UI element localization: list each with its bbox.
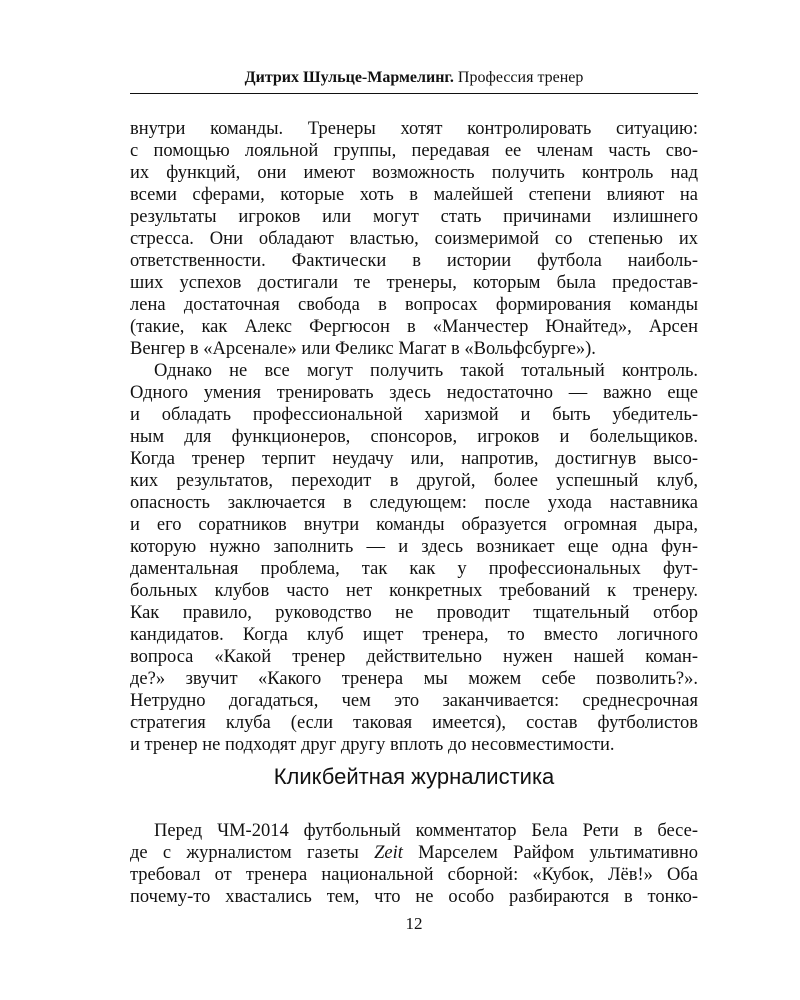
text-line: и его соратников внутри команды образуется огромная дыра, — [130, 515, 698, 535]
section-heading: Кликбейтная журналистика — [273, 764, 555, 789]
text-line: стресса. Они обладают властью, соизмеримой со степенью их — [130, 229, 698, 249]
text-line: их функций, они имеют возможность получить контроль над — [130, 163, 698, 183]
text-line: результаты игроков или могут стать причинами излишнего — [130, 207, 698, 227]
running-header — [130, 68, 698, 94]
text-line: и обладать профессиональной харизмой и быть убедитель- — [130, 405, 698, 425]
text-line: ным для функционеров, спонсоров, игроков и болельщиков. — [130, 427, 698, 447]
text-line: стратегия клуба (если таковая имеется), состав футболистов — [130, 713, 698, 733]
text-line: Перед ЧМ-2014 футбольный комментатор Бела Рети в бесе- — [154, 821, 698, 841]
paragraph-2 — [130, 360, 698, 756]
text-line: Одного умения тренировать здесь недостаточно — важно еще — [130, 383, 698, 403]
header-author: Дитрих Шульце-Мармелинг. — [244, 69, 454, 86]
text-line: требовал от тренера национальной сборной: «Кубок, Лёв!» Оба — [130, 865, 698, 885]
header-title: Профессия тренер — [457, 69, 584, 86]
text-line: которую нужно заполнить — и здесь возникает еще одна фун- — [130, 537, 698, 557]
text-line: Венгер в «Арсенале» или Феликс Магат в «Вольфсбурге»). — [130, 339, 596, 359]
text-line: внутри команды. Тренеры хотят контролировать ситуацию: — [130, 119, 698, 139]
text-line: Однако не все могут получить такой тотальный контроль. — [154, 361, 698, 381]
text-line: (такие, как Алекс Фергюсон в «Манчестер Юнайтед», Арсен — [130, 317, 698, 337]
text-line: вопроса «Какой тренер действительно нужен нашей коман- — [130, 647, 698, 667]
page-number: 12 — [405, 914, 423, 933]
paragraph-1 — [130, 118, 698, 360]
text-line: опасность заключается в следующем: после ухода наставника — [130, 493, 698, 513]
text-line: и тренер не подходят друг другу вплоть до несовместимости. — [130, 735, 615, 755]
newspaper-name: Zeit — [374, 843, 403, 863]
text-fragment: де с журналистом газеты — [130, 843, 375, 863]
text-line: даментальная проблема, так как у профессиональных фут- — [130, 559, 698, 579]
text-line: больных клубов часто нет конкретных требований к тренеру. — [130, 581, 698, 601]
text-line: лена достаточная свобода в вопросах формирования команды — [130, 295, 698, 315]
text-line: де?» звучит «Какого тренера мы можем себе позволить?». — [130, 669, 698, 689]
text-line: почему-то хвастались тем, что не особо разбираются в тонко- — [130, 887, 698, 907]
text-line: ответственности. Фактически в истории футбола наиболь- — [130, 251, 698, 271]
text-line: Нетрудно догадаться, чем это заканчивается: среднесрочная — [130, 691, 698, 711]
text-line: ших успехов достигали те тренеры, которым была предостав- — [130, 273, 698, 293]
text-line — [130, 842, 698, 864]
text-line: всеми сферами, которые хоть в малейшей степени влияют на — [130, 185, 698, 205]
main-text — [130, 118, 698, 756]
text-line: Когда тренер терпит неудачу или, напротив, достигнув высо- — [130, 449, 698, 469]
text-line: с помощью лояльной группы, передавая ее членам часть сво- — [130, 141, 698, 161]
section-text — [130, 820, 698, 908]
paragraph-3 — [130, 820, 698, 908]
text-line: ких результатов, переходит в другой, более успешный клуб, — [130, 471, 698, 491]
text-line: кандидатов. Когда клуб ищет тренера, то вместо логичного — [130, 625, 698, 645]
text-fragment: Марселем Райфом ультимативно — [402, 843, 699, 863]
text-line: Как правило, руководство не проводит тщательный отбор — [130, 603, 698, 623]
